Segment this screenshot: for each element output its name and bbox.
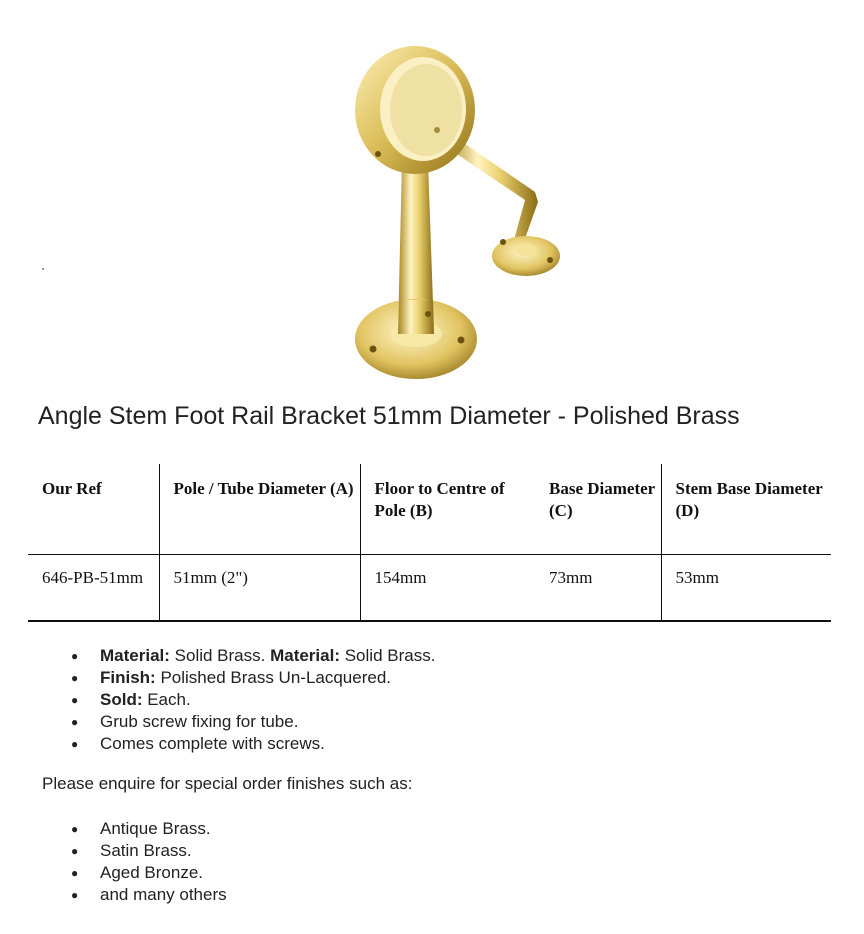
- specs-table: [28, 464, 831, 622]
- product-title: Angle Stem Foot Rail Bracket 51mm Diameter - Polished Brass: [38, 402, 740, 430]
- list-item: [71, 840, 227, 862]
- feature-text: Solid Brass.: [169, 646, 271, 665]
- enquire-text: Please enquire for special order finishes such as:: [42, 774, 413, 793]
- cell-our-ref: 646-PB-51mm: [28, 554, 159, 621]
- list-item: [71, 645, 436, 667]
- feature-label: Sold:: [100, 690, 143, 709]
- stray-mark: [42, 268, 44, 270]
- finish-text: Aged Bronze.: [100, 863, 204, 882]
- bullet-icon: ●: [71, 866, 79, 880]
- header-stem-base-diameter: Stem Base Diameter (D): [661, 464, 831, 554]
- list-item: [71, 862, 227, 884]
- bullet-icon: ●: [71, 737, 79, 751]
- list-item: [71, 818, 227, 840]
- list-item: [71, 733, 435, 755]
- feature-label: Material:: [270, 646, 340, 665]
- table-row: [28, 554, 831, 621]
- list-item: [71, 711, 435, 733]
- bullet-icon: ●: [71, 649, 79, 663]
- header-base-diameter: Base Diameter (C): [535, 464, 661, 554]
- feature-text: Comes complete with screws.: [100, 734, 325, 753]
- feature-label: Material:: [100, 646, 170, 665]
- feature-text: Solid Brass.: [340, 646, 436, 665]
- finish-text: Satin Brass.: [100, 841, 192, 860]
- feature-text: Polished Brass Un-Lacquered.: [155, 668, 392, 687]
- features-list: [71, 645, 436, 755]
- feature-text: Each.: [142, 690, 191, 709]
- finish-text: Antique Brass.: [100, 819, 211, 838]
- bullet-icon: ●: [71, 888, 79, 902]
- header-floor-to-centre: Floor to Centre of Pole (B): [360, 464, 535, 554]
- table-header-row: [28, 464, 831, 554]
- bullet-icon: ●: [71, 671, 79, 685]
- bullet-icon: ●: [71, 693, 79, 707]
- header-our-ref: Our Ref: [28, 464, 159, 554]
- finishes-list: [71, 818, 227, 906]
- bullet-icon: ●: [71, 844, 79, 858]
- feature-text: Grub screw fixing for tube.: [100, 712, 299, 731]
- list-item: [71, 689, 435, 711]
- cell-base-diameter: 73mm: [535, 554, 661, 621]
- bullet-icon: ●: [71, 715, 79, 729]
- bullet-icon: ●: [71, 822, 79, 836]
- list-item: [71, 667, 435, 689]
- finish-text: and many others: [100, 885, 227, 904]
- cell-floor-to-centre: 154mm: [360, 554, 535, 621]
- cell-stem-base-diameter: 53mm: [661, 554, 831, 621]
- feature-label: Finish:: [100, 668, 156, 687]
- header-pole-diameter: Pole / Tube Diameter (A): [159, 464, 360, 554]
- list-item: [71, 884, 227, 906]
- cell-pole-diameter: 51mm (2"): [159, 554, 360, 621]
- product-photo: [330, 42, 580, 387]
